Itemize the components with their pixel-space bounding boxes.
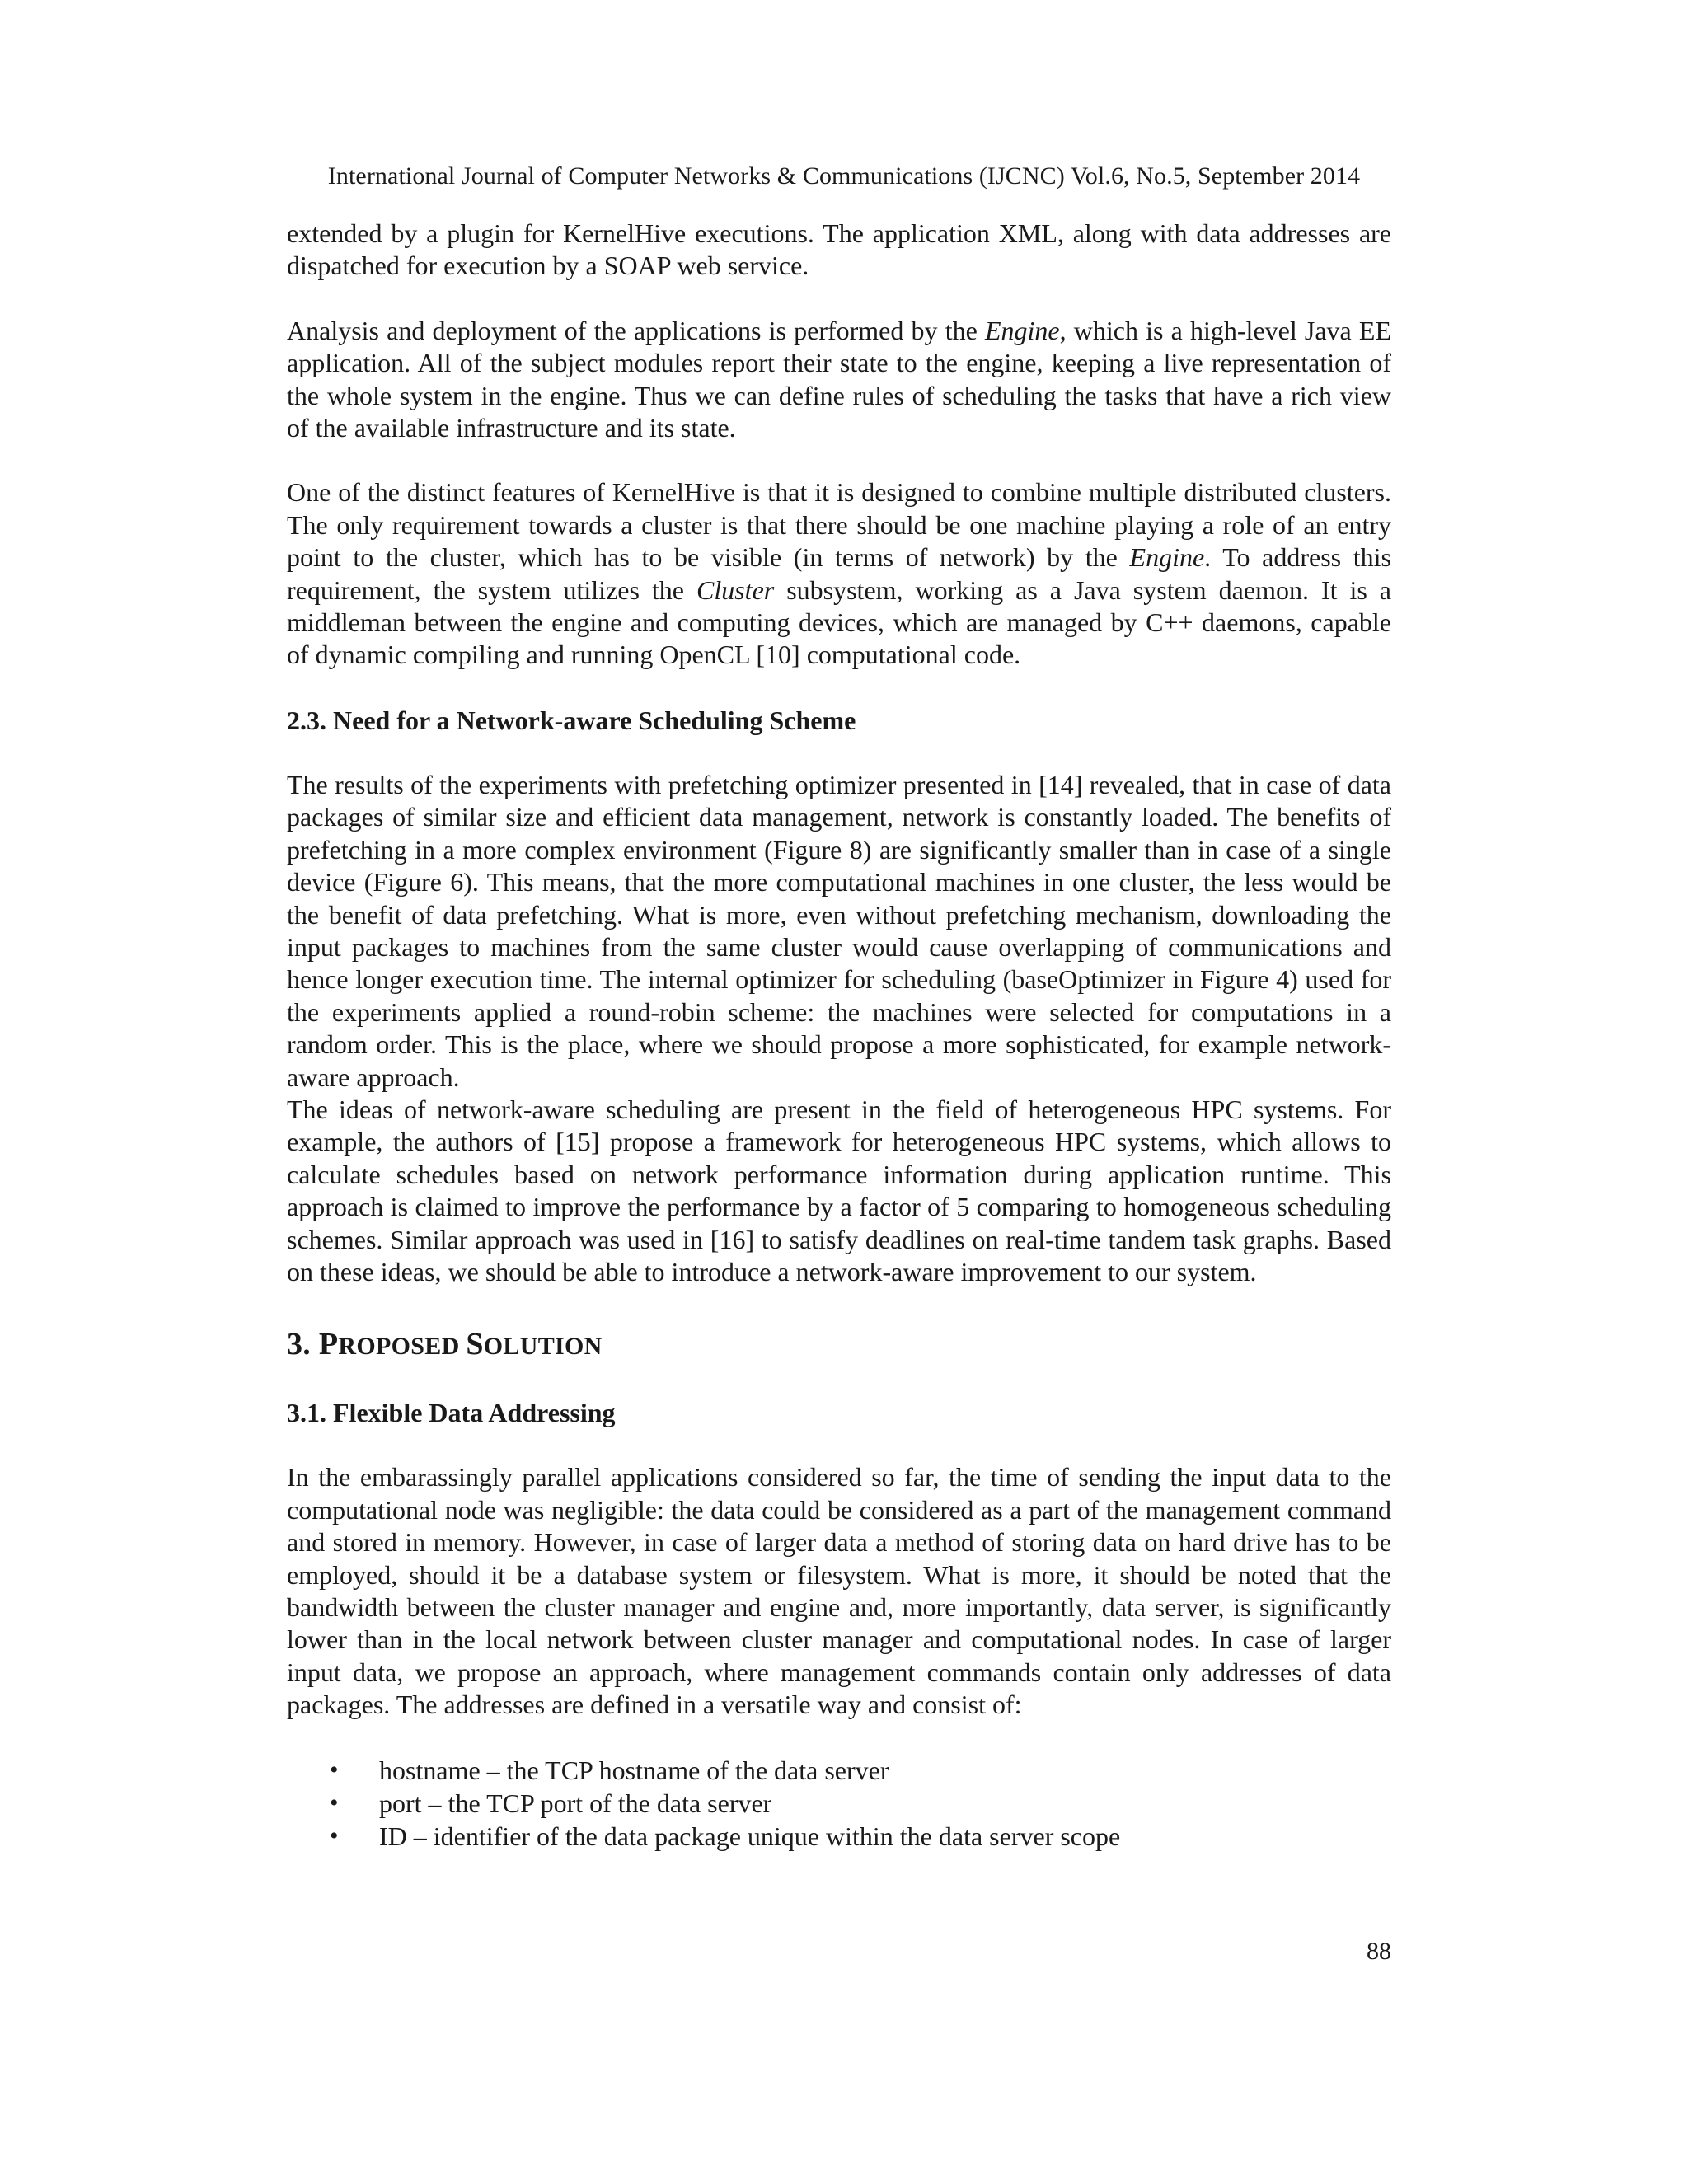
bullet-icon: • [330, 1755, 339, 1783]
paragraph-gap [287, 1722, 1391, 1754]
paragraph-gap [287, 672, 1391, 704]
paragraph-data-addressing: In the embarassingly parallel applications considered so far, the time of sending the input data to the computational node was negligible: the data could be considered as a part of the management command and stored in memory. However, in case of larger data a method of storing data on hard drive has to be employed, should it be a database system or filesystem. What is more, it should be noted that the bandwidth between the cluster manager and engine and, more importantly, data server, is significantly lower than in the local network between cluster manager and computational nodes. In case of larger input data, we propose an approach, where management commands contain only addresses of data packages. The addresses are defined in a versatile way and consist of: [287, 1462, 1391, 1720]
heading-cap: P [318, 1327, 339, 1362]
paragraph-clusters [287, 476, 1391, 671]
section-heading-3-1: 3.1. Flexible Data Addressing [287, 1398, 616, 1428]
list-item [287, 1754, 1391, 1787]
list-item-text: port – the TCP port of the data server [379, 1788, 772, 1818]
list-item [287, 1820, 1391, 1853]
paragraph-gap [287, 283, 1391, 315]
bullet-icon: • [330, 1788, 339, 1816]
paragraph-engine [287, 315, 1391, 445]
paragraph-prefetching-results: The results of the experiments with prefetching optimizer presented in [14] revealed, that in case of data packages of similar size and efficient data management, network is constantly loaded. The benefits of prefetching in a more complex environment (Figure 8) are significantly smaller than in case of a single device (Figure 6). This means, that the more computational machines in one cluster, the less would be the benefit of data prefetching. What is more, even without prefetching mechanism, downloading the input packages to machines from the same cluster would cause overlapping of communications and hence longer execution time. The internal optimizer for scheduling (baseOptimizer in Figure 4) used for the experiments applied a round-robin scheme: the machines were selected for computations in a random order. This is the place, where we should propose a more sophisticated, for example network-aware approach. [287, 769, 1391, 1092]
address-fields-list [287, 1754, 1391, 1853]
page-body [287, 218, 1391, 1853]
list-item-text: hostname – the TCP hostname of the data server [379, 1755, 889, 1785]
text-run: Analysis and deployment of the applications is performed by the [287, 315, 985, 345]
italic-cluster: Cluster [696, 574, 775, 605]
text-run: . To address this requirement, the system utilizes the [287, 542, 1392, 605]
section-heading-2-3: 2.3. Need for a Network-aware Scheduling Scheme [287, 705, 856, 735]
italic-engine: Engine [1129, 542, 1205, 573]
paragraph-gap [287, 737, 1391, 769]
heading-smallcaps: OLUTION [483, 1333, 603, 1361]
heading-smallcaps: ROPOSED [338, 1333, 467, 1361]
paragraph-gap [287, 1429, 1391, 1461]
paragraph-gap [287, 1366, 1391, 1396]
section-heading-3 [287, 1324, 1391, 1366]
journal-header: International Journal of Computer Networks & Communications (IJCNC) Vol.6, No.5, September 2014 [327, 162, 1361, 190]
paragraph-kernelhive-plugin: extended by a plugin for KernelHive executions. The application XML, along with data addresses are dispatched for execution by a SOAP web service. [287, 218, 1391, 281]
paragraph-gap [287, 1288, 1391, 1324]
text-run: , which is a high-level Java EE application. All of the subject modules report their state to the engine, keeping a live representation of the whole system in the engine. Thus we can define rules of scheduling the tasks that have a rich view of the available infrastructure and its state. [287, 315, 1392, 443]
paragraph-network-aware-ideas: The ideas of network-aware scheduling are present in the field of heterogeneous HPC systems. For example, the authors of [15] propose a framework for heterogeneous HPC systems, which allows to calculate schedules based on network performance information during application runtime. This approach is claimed to improve the performance by a factor of 5 comparing to homogeneous scheduling schemes. Similar approach was used in [16] to satisfy deadlines on real-time tandem task graphs. Based on these ideas, we should be able to introduce a network-aware improvement to our system. [287, 1094, 1391, 1286]
list-item [287, 1787, 1391, 1820]
heading-number: 3. [287, 1327, 319, 1362]
heading-cap: S [466, 1327, 484, 1362]
bullet-icon: • [330, 1821, 339, 1849]
paragraph-gap [287, 444, 1391, 476]
page-number: 88 [1367, 1938, 1391, 1965]
text-run: One of the distinct features of KernelHive is that it is designed to combine multiple distributed clusters. The only requirement towards a cluster is that there should be one machine playing a role of an entry point to the cluster, which has to be visible (in terms of network) by the [287, 477, 1391, 573]
text-run: subsystem, working as a Java system daemon. It is a middleman between the engine and computing devices, which are managed by C++ daemons, capable of dynamic compiling and running OpenCL [10] computational code. [287, 574, 1391, 670]
italic-engine: Engine [984, 315, 1060, 345]
list-item-text: ID – identifier of the data package unique within the data server scope [379, 1821, 1121, 1851]
